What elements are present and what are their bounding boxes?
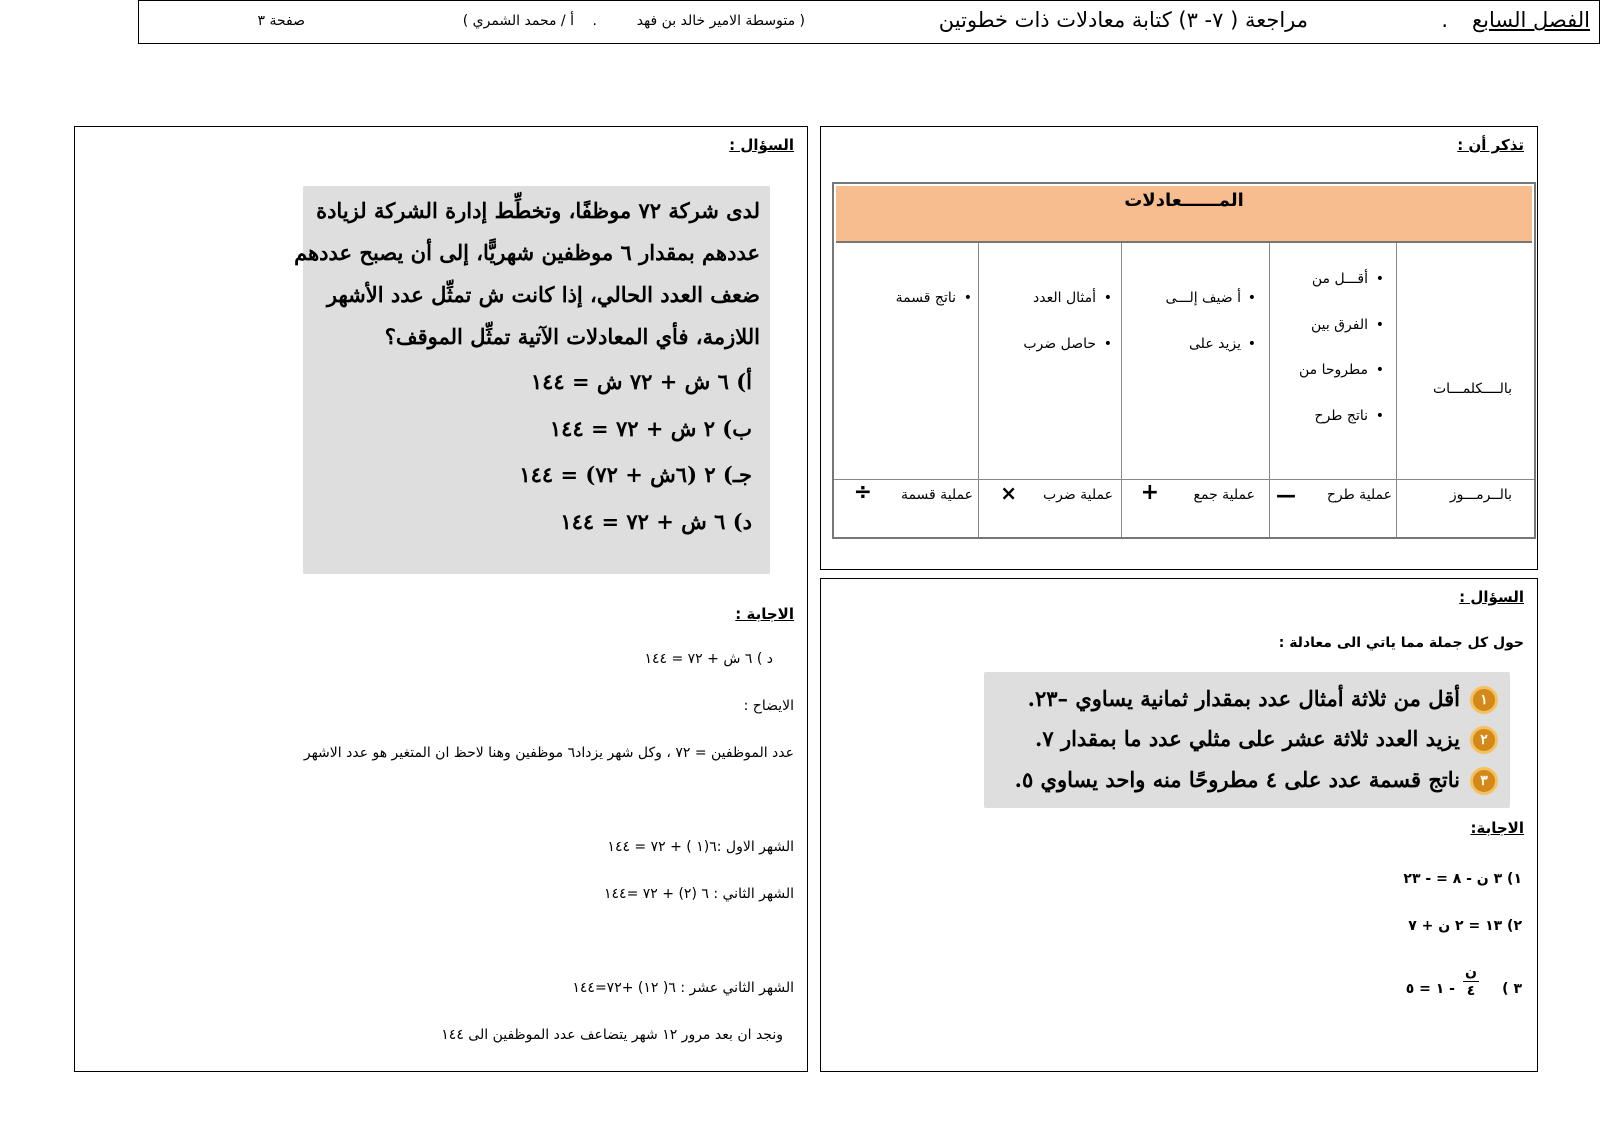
sub-word-4-bullet: •	[1375, 408, 1384, 424]
option-c: جـ) ٢ (٦ش + ٧٢) = ١٤٤	[519, 462, 752, 487]
minus-symbol: —	[1276, 483, 1296, 507]
problem-line-2: عددهم بمقدار ٦ موظفين شهريًّا، إلى أن يصبح عددهم	[294, 240, 760, 265]
row-label-symbols: بالــرمـــوز	[1449, 487, 1512, 503]
div-word-1: ناتج قسمة	[895, 290, 956, 306]
divide-symbol: ÷	[853, 480, 872, 505]
option-a: أ) ٦ ش + ٧٢ ش = ١٤٤	[530, 369, 752, 394]
sym-add-label: عملية جمع	[1193, 487, 1255, 503]
question1-panel	[74, 126, 808, 1072]
lesson-title: مراجعة ( ٧- ٣) كتابة معادلات ذات خطوتين	[938, 8, 1308, 32]
sub-word-3: مطروحا من	[1299, 362, 1368, 378]
option-d: د) ٦ ش + ٧٢ = ١٤٤	[560, 509, 752, 534]
chapter-title: الفصل السابع	[1471, 8, 1590, 32]
fraction-denominator: ٤	[1466, 983, 1476, 999]
sym-div-label: عملية قسمة	[900, 487, 973, 503]
question2-book-excerpt	[984, 672, 1510, 808]
problem-sentence-2: يزيد العدد ثلاثة عشر على مثلي عدد ما بمقدار ٧.	[1035, 726, 1460, 751]
table-header	[836, 186, 1532, 243]
sym-mul-label: عملية ضرب	[1042, 487, 1113, 503]
problem-line-4: اللازمة، فأي المعادلات الآتية تمثِّل الموقف؟	[384, 324, 760, 349]
answer-line-1: ١) ٣ ن - ٨ = - ٢٣	[1403, 871, 1522, 887]
table-row-divider	[834, 479, 1534, 480]
equations-table	[832, 182, 1536, 539]
header-dot: .	[1441, 8, 1448, 32]
sub-word-4: ناتج طرح	[1314, 408, 1368, 424]
option-b: ب) ٢ ش + ٧٢ = ١٤٤	[549, 416, 752, 441]
month-2-calc: الشهر الثاني : ٦ (٢) + ٧٢ =١٤٤	[604, 886, 794, 902]
table-col-divider	[1121, 243, 1122, 537]
question1-book-excerpt	[294, 186, 770, 574]
month-12-calc: الشهر الثاني عشر : ٦( ١٢) +٧٢=١٤٤	[572, 980, 794, 996]
sub-word-1: أقـــل من	[1311, 271, 1368, 287]
question1-title: السؤال :	[729, 136, 794, 154]
problem-line-1: لدى شركة ٧٢ موظفًا، وتخطِّط إدارة الشركة لزيادة	[316, 198, 760, 223]
answer-3-rest: - ١ = ٥	[1405, 981, 1455, 997]
page-number: صفحة ٣	[257, 13, 305, 29]
sym-sub-label: عملية طرح	[1326, 487, 1392, 503]
add-word-2-bullet: •	[1247, 336, 1256, 352]
page-header	[138, 0, 1600, 44]
sub-word-2-bullet: •	[1375, 317, 1384, 333]
answer-3-fraction	[1463, 963, 1479, 1000]
question2-instruction: حول كل جملة مما ياتي الى معادلة :	[1278, 635, 1524, 651]
row-label-words: بالــــكلمـــات	[1432, 381, 1512, 397]
header-dot-2: .	[592, 13, 597, 29]
problem-line-3: ضعف العدد الحالي، إذا كانت ش تمثِّل عدد الأشهر	[326, 282, 760, 307]
problem-sentence-1: أقل من ثلاثة أمثال عدد بمقدار ثمانية يساوي –٢٣.	[1027, 686, 1460, 711]
explanation-label: الايضاح :	[743, 698, 794, 714]
number-badge-1: ١	[1470, 686, 1498, 714]
question2-title: السؤال :	[1459, 588, 1524, 606]
number-badge-2: ٢	[1470, 726, 1498, 754]
div-word-1-bullet: •	[963, 290, 972, 306]
problem-sentence-3: ناتج قسمة عدد على ٤ مطروحًا منه واحد يساوي ٥.	[1014, 767, 1460, 792]
remember-title: تذكر أن :	[1457, 136, 1524, 154]
mul-word-1-bullet: •	[1103, 290, 1112, 306]
table-col-divider	[1269, 243, 1270, 537]
question1-answer-title: الاجابة :	[735, 605, 794, 623]
add-word-1-bullet: •	[1247, 290, 1256, 306]
answer-3-prefix: ٣ )	[1502, 981, 1522, 997]
question2-panel	[820, 578, 1538, 1072]
month-1-calc: الشهر الاول :٦(١ ) + ٧٢ = ١٤٤	[607, 839, 794, 855]
mul-word-2: حاصل ضرب	[1023, 336, 1096, 352]
fraction-numerator: ن	[1463, 963, 1479, 982]
table-col-divider	[978, 243, 979, 537]
plus-symbol: +	[1140, 480, 1159, 505]
sub-word-2: الفرق بين	[1310, 317, 1368, 333]
question2-answer-title: الاجابة:	[1470, 819, 1524, 837]
times-symbol: ×	[1000, 481, 1017, 505]
add-word-2: يزيد على	[1189, 336, 1241, 352]
add-word-1: أ ضيف إلـــى	[1165, 290, 1241, 306]
teacher-name: أ / محمد الشمري )	[462, 13, 574, 29]
table-col-divider	[1396, 243, 1397, 537]
sub-word-3-bullet: •	[1375, 362, 1384, 378]
conclusion-line: ونجد ان بعد مرور ١٢ شهر يتضاعف عدد الموظفين الى ١٤٤	[441, 1027, 783, 1043]
number-badge-3: ٣	[1470, 767, 1498, 795]
mul-word-1: أمثال العدد	[1033, 290, 1096, 306]
table-title: المــــــعادلات	[1124, 190, 1244, 211]
sub-word-1-bullet: •	[1375, 271, 1384, 287]
school-name: ( متوسطة الامير خالد بن فهد	[636, 13, 805, 29]
answer-line-2: ٢) ١٣ = ٢ ن + ٧	[1408, 918, 1522, 934]
question1-answer: د ) ٦ ش + ٧٢ = ١٤٤	[644, 651, 773, 667]
mul-word-2-bullet: •	[1103, 336, 1112, 352]
explanation-line: عدد الموظفين = ٧٢ ، وكل شهر يزداد٦ موظفين وهنا لاحظ ان المتغير هو عدد الاشهر	[303, 745, 794, 761]
